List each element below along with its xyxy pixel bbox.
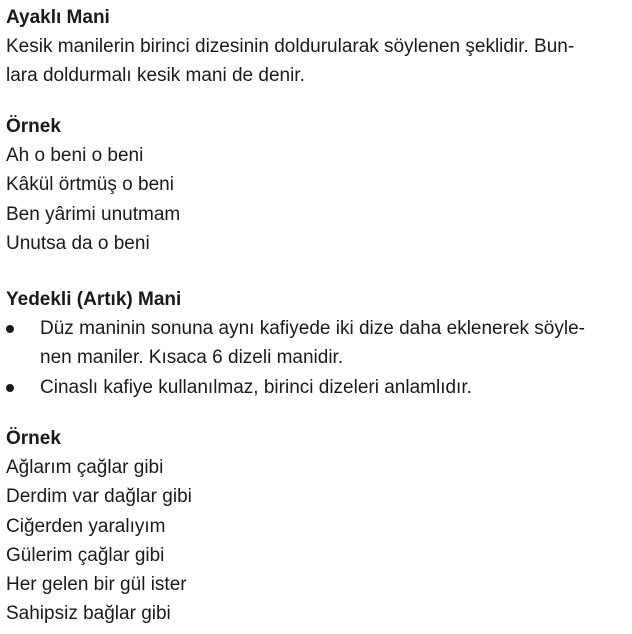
poem-line: Ağlarım çağlar gibi: [6, 457, 164, 478]
poem-line: Derdim var dağlar gibi: [6, 486, 192, 508]
poem-line: Sahipsiz bağlar gibi: [6, 603, 171, 625]
poem-line: Unutsa da o beni: [6, 232, 150, 254]
example-block-2: [6, 424, 626, 629]
example-heading: Örnek: [6, 428, 61, 449]
section-ayakli-mani: [6, 3, 626, 91]
poem-line: Ah o beni o beni: [6, 145, 144, 166]
bullet-icon: [6, 384, 14, 392]
poem-line: Gülerim çağlar gibi: [6, 544, 165, 566]
poem-line: Her gelen bir gül ister: [6, 574, 187, 596]
bullet-item: [6, 373, 626, 402]
poem-line: Ben yârimi unutmam: [6, 203, 181, 225]
paragraph-line: Kesik manilerin birinci dizesinin doldurularak söylenen şeklidir. Bun-: [6, 36, 575, 57]
bullet-text-line: nen maniler. Kısaca 6 dizeli manidir.: [40, 347, 344, 369]
section-heading: Yedekli (Artık) Mani: [6, 289, 182, 310]
poem-line: Ciğerden yaralıyım: [6, 515, 166, 537]
bullet-text-line: Cinaslı kafiye kullanılmaz, birinci dizeleri anlamlıdır.: [40, 376, 472, 398]
section-yedekli-mani: [6, 285, 626, 402]
example-heading: Örnek: [6, 116, 61, 137]
example-block-1: [6, 112, 626, 258]
section-heading: Ayaklı Mani: [6, 7, 110, 28]
paragraph-line: lara doldurmalı kesik mani de denir.: [6, 65, 305, 87]
bullet-icon: [6, 325, 14, 333]
bullet-text-line: Düz maninin sonuna aynı kafiyede iki dize daha eklenerek söyle-: [40, 318, 585, 339]
poem-line: Kâkül örtmüş o beni: [6, 174, 174, 196]
bullet-item: [6, 314, 626, 373]
